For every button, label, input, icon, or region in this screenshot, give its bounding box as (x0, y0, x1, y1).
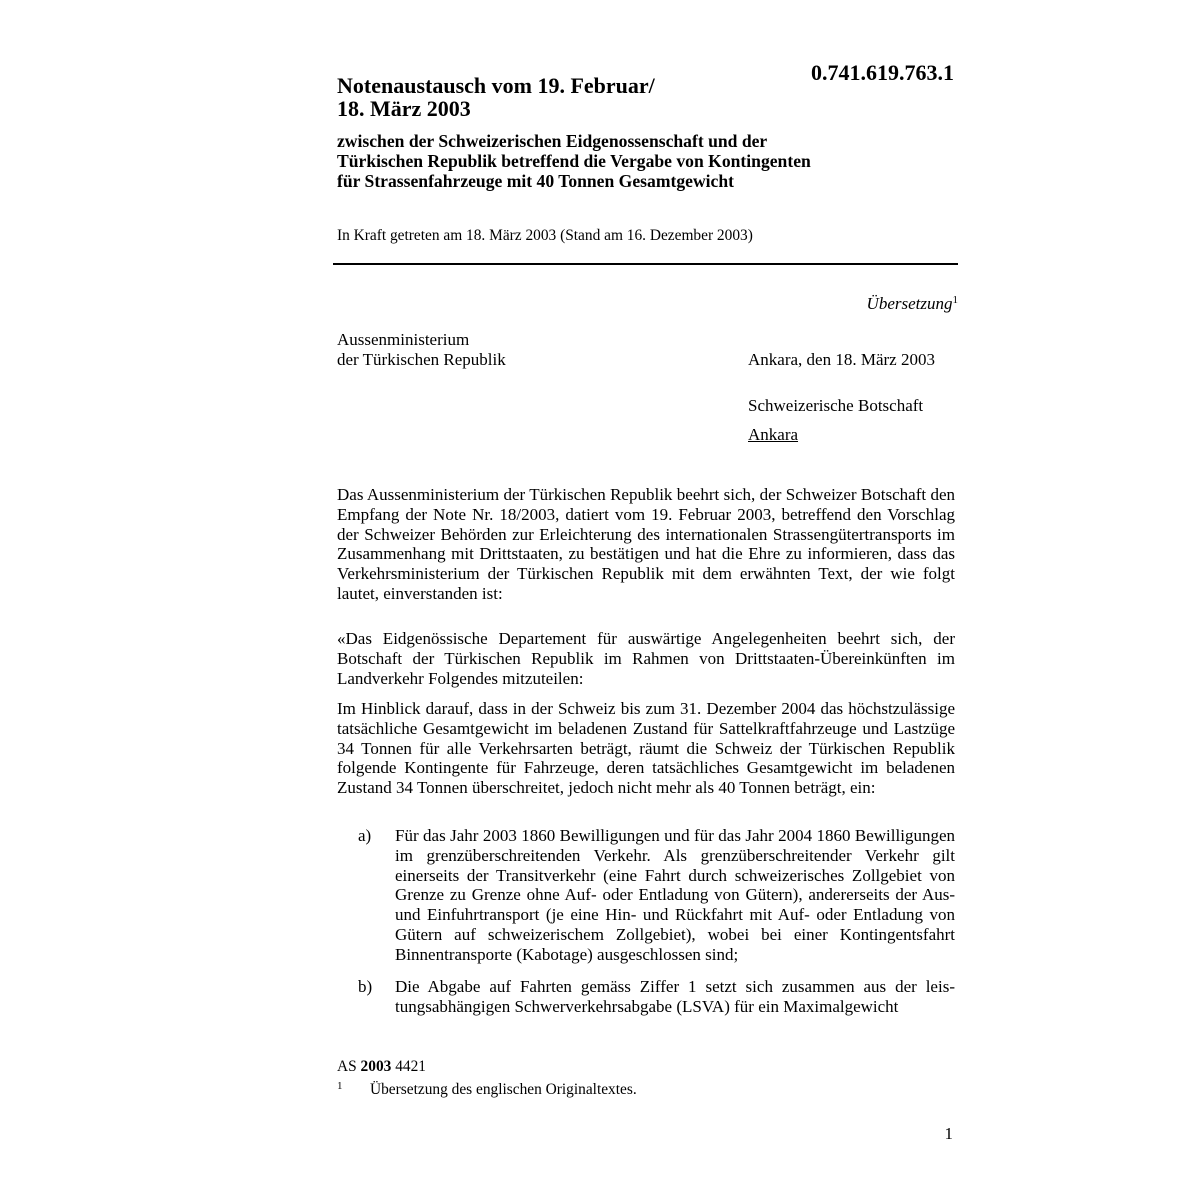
page-number: 1 (944, 1124, 953, 1143)
list-item-a (337, 826, 955, 965)
subtitle-line-3: für Strassenfahrzeuge mit 40 Tonnen Gesamtgewicht (337, 171, 734, 191)
title-line-2: 18. März 2003 (337, 96, 471, 121)
footnote (337, 1080, 637, 1099)
as-prefix: AS (337, 1058, 357, 1075)
paragraph-2: «Das Eidgenössische Departement für auswärtige Angelegenheiten beehrt sich, der Botschaft der Türkischen Republik im Rahmen von Drittstaaten-Übereinkünften im Landverkehr Folgendes mitzuteilen: (337, 629, 955, 688)
translation-text: Übersetzung (866, 294, 953, 313)
footnote-text: Übersetzung des englischen Originaltextes. (370, 1081, 637, 1098)
place-date: Ankara, den 18. März 2003 (748, 350, 935, 369)
paragraph-1: Das Aussenministerium der Türkischen Republik beehrt sich, der Schweizer Botschaft den Empfang der Note Nr. 18/2003, datiert vom 19. Februar 2003, betreffend den Vorschlag der Schweizer Behörden zur Erleichterung des internationalen Strassengütertransports im Zusammenhang mit Drittstaaten, zu bestätigen und hat die Ehre zu informieren, dass das Verkehrsministerium der Türkischen Republik mit dem erwähnten Text, der wie folgt lautet, einverstanden ist: (337, 485, 955, 603)
document-subtitle (337, 131, 917, 191)
paragraph-3: Im Hinblick darauf, dass in der Schweiz bis zum 31. Dezember 2004 das höchstzulässige tatsächliche Gesamtgewicht im beladenen Zustand für Sattelkraftfahrzeuge und Lastzüge 34 Tonnen für alle Verkehrsarten beträgt, räumt die Schweiz der Türkischen Republik folgende Kontingente für Fahrzeuge, deren tatsächliches Gesamtgewicht im beladenen Zustand 34 Tonnen überschreitet, jedoch nicht mehr als 40 Tonnen beträgt, ein: (337, 699, 955, 798)
sender-line-2: der Türkischen Republik (337, 350, 506, 369)
sr-number: 0.741.619.763.1 (811, 60, 954, 85)
in-force-note: In Kraft getreten am 18. März 2003 (Stand am 16. Dezember 2003) (337, 227, 753, 244)
document-title (337, 74, 757, 120)
list-marker: a) (358, 826, 372, 845)
subtitle-line-1: zwischen der Schweizerischen Eidgenossenschaft und der (337, 131, 768, 151)
list-marker: b) (358, 977, 373, 996)
recipient-line-2: Ankara (748, 425, 799, 444)
recipient-line-1: Schweizerische Botschaft (748, 396, 924, 415)
subtitle-line-2: Türkischen Republik betreffend die Vergabe von Kontingenten (337, 151, 811, 171)
list-item-text: Die Abgabe auf Fahrten gemäss Ziffer 1 setzt sich zusammen aus der leistungsabhängigen Schwerverkehrsabgabe (LSVA) für ein Maximalgewicht (395, 977, 955, 1016)
footnote-reference[interactable]: 1 (952, 294, 958, 306)
as-page: 4421 (395, 1058, 426, 1075)
as-year: 2003 (360, 1058, 392, 1075)
as-reference (337, 1058, 426, 1076)
list-item-text: Für das Jahr 2003 1860 Bewilligungen und für das Jahr 2004 1860 Bewilligungen im grenzüberschreitenden Verkehr. Als grenzüberschreitender Verkehr gilt einerseits der Transitverkehr (eine Fahrt durch schweizerisches Zollgebiet von Grenze zu Grenze ohne Auf- oder Entladung von Gütern), andererseits der Aus- und Einfuhrtransport (je eine Hin- und Rückfahrt mit Auf- oder Entladung von Gütern auf schweizerischem Zollgebiet), wobei bei einer Kontingentsfahrt Binnentransporte (Kabotage) ausgeschlossen sind; (395, 826, 955, 964)
sender-block (337, 330, 506, 370)
recipient-block (748, 391, 923, 449)
sender-line-1: Aussenministerium (337, 330, 470, 349)
header-divider (333, 263, 958, 265)
title-line-1: Notenaustausch vom 19. Februar/ (337, 73, 655, 98)
footnote-number: 1 (337, 1080, 343, 1092)
translation-label (867, 294, 958, 314)
list-item-b (337, 977, 955, 1017)
